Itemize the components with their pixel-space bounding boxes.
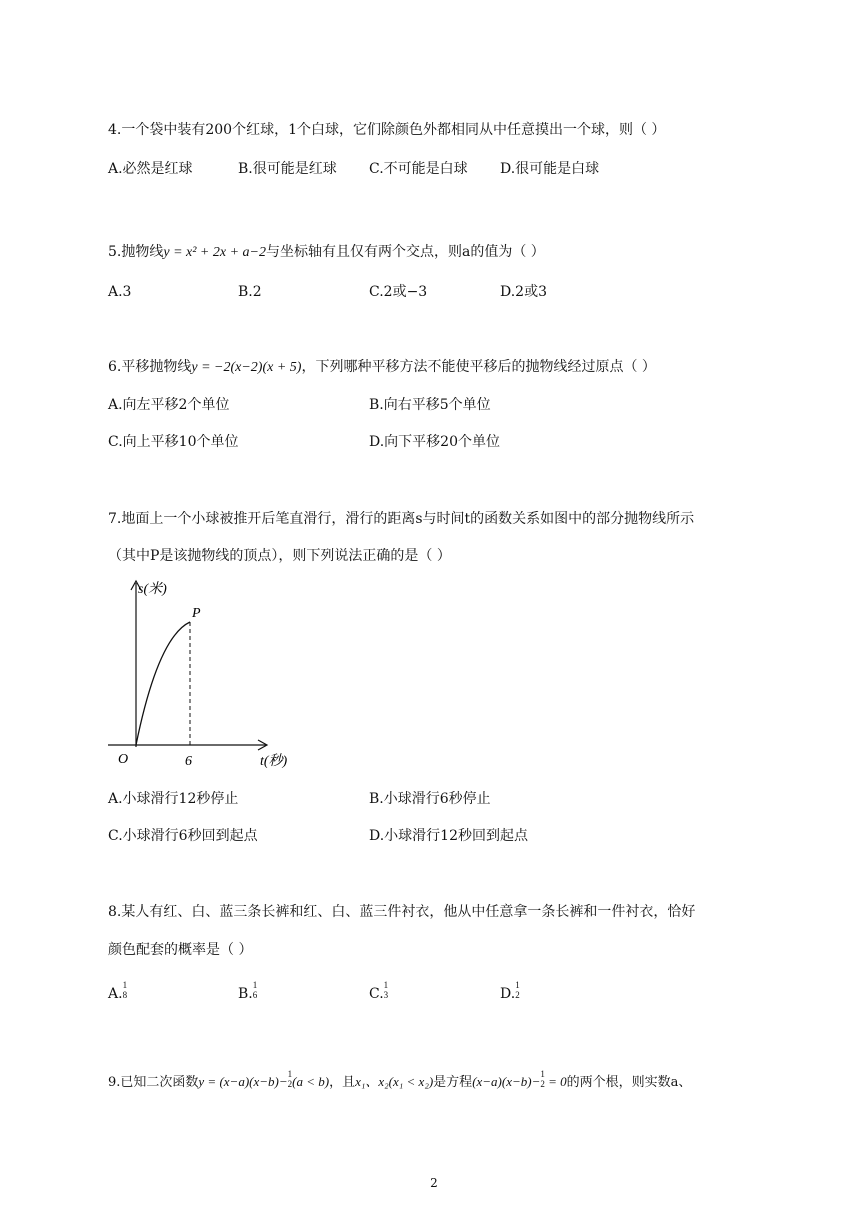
q9-formula2: (x−a)(x−b)− <box>472 1074 541 1089</box>
q4-option-c: C.不可能是白球 <box>369 161 468 177</box>
q8-stem-line1: 8.某人有红、白、蓝三条长裤和红、白、蓝三件衬衣，他从中任意拿一条长裤和一件衬衣，恰好 <box>108 904 696 920</box>
q7-option-b: B.小球滑行6秒停止 <box>369 791 491 807</box>
denominator: 6 <box>252 990 258 1000</box>
numerator: 1 <box>287 1068 293 1079</box>
denominator: 2 <box>287 1078 293 1089</box>
q6-option-a: A.向左平移2个单位 <box>108 397 230 413</box>
q8-option-b-fraction <box>253 980 258 1000</box>
q4-stem: 4.一个袋中装有200个红球，1个白球，它们除颜色外都相同从中任意摸出一个球，则（ ） <box>108 122 666 138</box>
q8-option-b <box>238 980 258 1004</box>
q8-option-c <box>369 980 389 1004</box>
denominator: 2 <box>540 1078 545 1089</box>
q6-option-c: C.向上平移10个单位 <box>108 434 239 450</box>
q6-formula: y = −2(x−2)(x + 5) <box>191 360 302 375</box>
q5-stem-pre: 5.抛物线 <box>108 244 164 260</box>
q4-option-d: D.很可能是白球 <box>500 161 600 177</box>
y-axis-label: s(米) <box>138 582 167 597</box>
q5-option-d: D.2或3 <box>500 284 547 300</box>
vertex-label: P <box>192 606 201 621</box>
parabola-curve <box>136 622 190 745</box>
q5-option-c: C.2或−3 <box>369 284 428 300</box>
numerator: 1 <box>515 980 520 990</box>
q7-stem-line2: （其中P是该抛物线的顶点），则下列说法正确的是（ ） <box>108 548 451 564</box>
q8-option-a-prefix: A. <box>108 986 123 1002</box>
q8-option-d-prefix: D. <box>500 986 516 1002</box>
q8-option-d-fraction <box>515 980 520 1000</box>
q6-stem-pre: 6.平移抛物线 <box>108 359 192 375</box>
q9-stem-pre: 9.已知二次函数 <box>108 1075 199 1090</box>
q8-option-a-fraction <box>123 980 128 1000</box>
q6-stem-post: ，下列哪种平移方法不能使平移后的抛物线经过原点（ ） <box>301 359 656 375</box>
q9-formula2-tail: = 0 <box>544 1074 567 1089</box>
q8-option-b-prefix: B. <box>238 986 253 1002</box>
q5-option-b: B.2 <box>238 284 262 300</box>
q9-fraction1 <box>288 1069 293 1089</box>
q5-stem-post: 与坐标轴有且仅有两个交点，则a的值为（ ） <box>266 244 545 260</box>
q9-stem-post: 的两个根，则实数a、 <box>566 1075 692 1090</box>
q9-roots: x₁、x₂(x₁ < x₂) <box>355 1074 434 1089</box>
q7-stem-line1: 7.地面上一个小球被推开后笔直滑行，滑行的距离s与时间t的函数关系如图中的部分抛物线所示 <box>108 511 695 527</box>
denominator: 2 <box>515 990 520 1000</box>
q6-option-b: B.向右平移5个单位 <box>369 397 491 413</box>
origin-label: O <box>118 752 129 767</box>
q7-option-a: A.小球滑行12秒停止 <box>108 791 239 807</box>
page-number: 2 <box>430 1176 438 1190</box>
q5-stem <box>108 242 545 263</box>
numerator: 1 <box>122 980 128 990</box>
q4-option-a: A.必然是红球 <box>108 161 193 177</box>
q4-option-b: B.很可能是红球 <box>238 161 337 177</box>
q9-formula1-tail: (a < b) <box>292 1074 330 1089</box>
q9-mid2: 是方程 <box>433 1075 473 1090</box>
denominator: 8 <box>122 990 128 1000</box>
q9-stem <box>108 1068 692 1093</box>
x-tick-label: 6 <box>185 754 192 769</box>
q7-graph <box>100 575 288 775</box>
q8-option-a <box>108 980 128 1004</box>
q5-option-a: A.3 <box>108 284 132 300</box>
numerator: 1 <box>252 980 258 990</box>
q9-mid: ，且 <box>329 1075 356 1090</box>
q8-option-c-prefix: C. <box>369 986 384 1002</box>
numerator: 1 <box>383 980 389 990</box>
x-axis-label: t(秒) <box>260 754 288 769</box>
q8-stem-line2: 颜色配套的概率是（ ） <box>108 942 253 958</box>
q8-option-d <box>500 980 520 1004</box>
q9-fraction2 <box>540 1069 545 1089</box>
q6-option-d: D.向下平移20个单位 <box>369 434 500 450</box>
q7-option-d: D.小球滑行12秒回到起点 <box>369 828 528 844</box>
q9-formula1: y = (x−a)(x−b)− <box>198 1074 288 1089</box>
q7-option-c: C.小球滑行6秒回到起点 <box>108 828 258 844</box>
q8-option-c-fraction <box>384 980 389 1000</box>
q5-formula: y = x² + 2x + a−2 <box>163 245 266 260</box>
q6-stem <box>108 357 656 378</box>
numerator: 1 <box>540 1068 545 1079</box>
denominator: 3 <box>383 990 389 1000</box>
